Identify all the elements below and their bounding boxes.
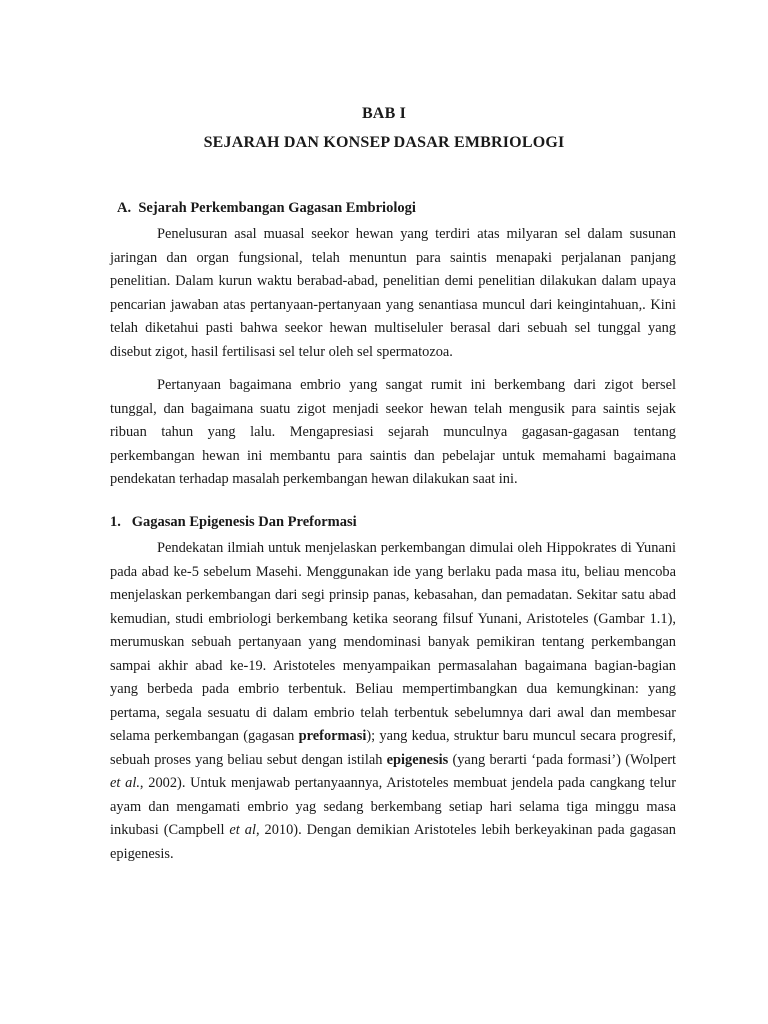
section-1-label: 1. [110, 514, 121, 530]
p1-text-a: Pendekatan ilmiah untuk menjelaskan perkembangan dimulai oleh Hippokrates di Yunani pada abad ke-5 sebelum Masehi. Menggunakan ide yang berlaku pada masa itu, beliau mencoba menjelaskan perkembangan dari segi prinsip panas, kebasahan, dan pemadatan. Sekitar satu abad kemudian, studi embriologi berkembang ketika seorang filsuf Yunani, Aristoteles (Gambar 1.1), merumuskan sebuah pertanyaan yang mendominasi banyak pemikiran tentang perkembangan sampai akhir abad ke-19. Aristoteles menyampaikan permasalahan bagaimana bagian-bagian yang berbeda pada embrio terbentuk. Beliau mempertimbangkan dua kemungkinan: yang pertama, segala sesuatu di dalam embrio telah terbentuk sebelumnya dari awal dan membesar selama perkembangan (gagasan [110, 540, 676, 744]
citation-et-al-2: et al [229, 822, 256, 838]
section-a-label: A. [117, 200, 132, 216]
p1-text-e: , 2010). Dengan demikian Aristoteles lebih berkeyakinan pada gagasan epigenesis. [110, 822, 676, 862]
section-1-paragraph [110, 537, 676, 866]
chapter-number: BAB I [361, 105, 407, 122]
section-1-title: Gagasan Epigenesis Dan Preformasi [131, 514, 357, 530]
section-1-heading [110, 514, 357, 531]
section-a-title: Sejarah Perkembangan Gagasan Embriologi [138, 200, 416, 216]
p1-text-c: (yang berarti ‘pada formasi’) (Wolpert [448, 751, 676, 768]
section-a-paragraph-1: Penelusuran asal muasal seekor hewan yang terdiri atas milyaran sel dalam susunan jaringan dan organ fungsional, telah menuntun para saintis menapaki perjalanan panjang penelitian. Dalam kurun waktu berabad-abad, penelitian demi penelitian dilakukan dalam upaya pencarian jawaban atas pertanyaan-pertanyaan yang senantiasa muncul dari keingintahuan,. Kini telah diketahui pasti bahwa seekor hewan multiseluler berasal dari sebuah sel tunggal yang disebut zigot, hasil fertilisasi sel telur oleh sel spermatozoa. [110, 226, 676, 360]
term-epigenesis: epigenesis [386, 751, 449, 768]
term-preformasi: preformasi [298, 728, 367, 744]
p1-text-d: , 2002). Untuk menjawab pertanyaannya, Aristoteles membuat jendela pada cangkang telur ayam dan mengamati embrio yag sedang berkembang setiap hari selama tiga minggu masa inkubasi (Campbell [110, 775, 676, 838]
p1-text-b: ); yang kedua, struktur baru muncul secara progresif, sebuah proses yang beliau sebut dengan istilah [110, 728, 676, 768]
chapter-title: SEJARAH DAN KONSEP DASAR EMBRIOLOGI [203, 134, 565, 151]
section-a-paragraph-2: Pertanyaan bagaimana embrio yang sangat rumit ini berkembang dari zigot bersel tunggal, dan bagaimana suatu zigot menjadi seekor hewan telah mengusik para saintis sejak ribuan tahun yang lalu. Mengapresiasi sejarah munculnya gagasan-gagasan tentang perkembangan hewan ini membantu para saintis dan pebelajar untuk memahami bagaimana pendekatan terhadap masalah perkembangan hewan dilakukan saat ini. [110, 377, 676, 487]
citation-et-al-1: et al. [110, 775, 140, 791]
section-a-heading [117, 200, 416, 217]
